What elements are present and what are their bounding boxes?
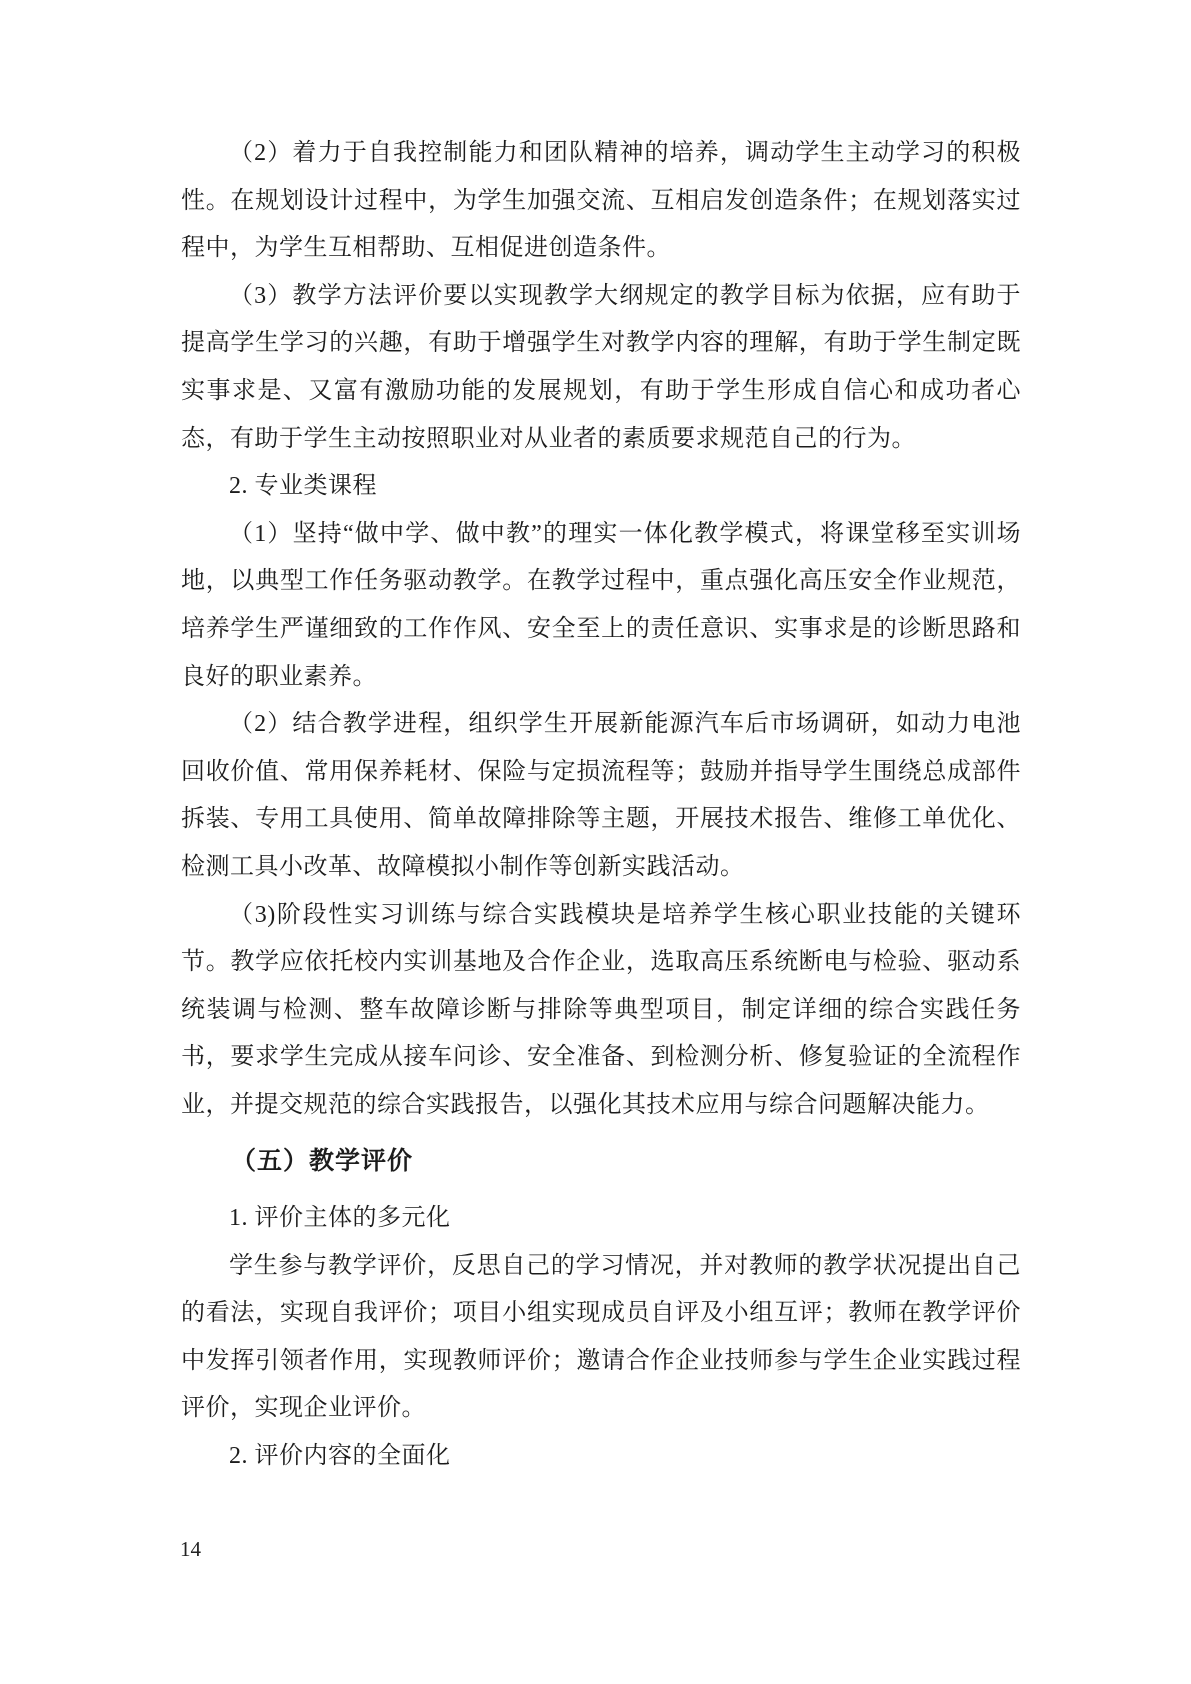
paragraph: （3)阶段性实习训练与综合实践模块是培养学生核心职业技能的关键环节。教学应依托校内实训基地及合作企业，选取高压系统断电与检验、驱动系统装调与检测、整车故障诊断与排除等典型项目，制定详细的综合实践任务书，要求学生完成从接车问诊、安全准备、到检测分析、修复验证的全流程作业，并提交规范的综合实践报告，以强化其技术应用与综合问题解决能力。 xyxy=(181,901,1021,1118)
numbered-item: 1. 评价主体的多元化 xyxy=(229,1205,451,1232)
section-heading: （五）教学评价 xyxy=(231,1148,414,1176)
paragraph: （1）坚持“做中学、做中教”的理实一体化教学模式，将课堂移至实训场地，以典型工作任务驱动教学。在教学过程中，重点强化高压安全作业规范，培养学生严谨细致的工作作风、安全至上的责任意识、实事求是的诊断思路和良好的职业素养。 xyxy=(181,520,1021,690)
paragraph: （2）着力于自我控制能力和团队精神的培养，调动学生主动学习的积极性。在规划设计过程中，为学生加强交流、互相启发创造条件；在规划落实过程中，为学生互相帮助、互相促进创造条件。 xyxy=(181,140,1021,262)
document-body xyxy=(181,130,1021,1481)
page-number: 14 xyxy=(180,1537,201,1561)
numbered-item: 2. 评价内容的全面化 xyxy=(229,1443,451,1470)
paragraph: （3）教学方法评价要以实现教学大纲规定的教学目标为依据，应有助于提高学生学习的兴趣，有助于增强学生对教学内容的理解，有助于学生制定既实事求是、又富有激励功能的发展规划，有助于学生形成自信心和成功者心态，有助于学生主动按照职业对从业者的素质要求规范自己的行为。 xyxy=(181,282,1021,452)
paragraph: 学生参与教学评价，反思自己的学习情况，并对教师的教学状况提出自己的看法，实现自我评价；项目小组实现成员自评及小组互评；教师在教学评价中发挥引领者作用，实现教师评价；邀请合作企业技师参与学生企业实践过程评价，实现企业评价。 xyxy=(181,1252,1021,1422)
paragraph: （2）结合教学进程，组织学生开展新能源汽车后市场调研，如动力电池回收价值、常用保养耗材、保险与定损流程等；鼓励并指导学生围绕总成部件拆装、专用工具使用、简单故障排除等主题，开展技术报告、维修工单优化、检测工具小改革、故障模拟小制作等创新实践活动。 xyxy=(181,711,1021,880)
numbered-item: 2. 专业类课程 xyxy=(229,473,377,500)
